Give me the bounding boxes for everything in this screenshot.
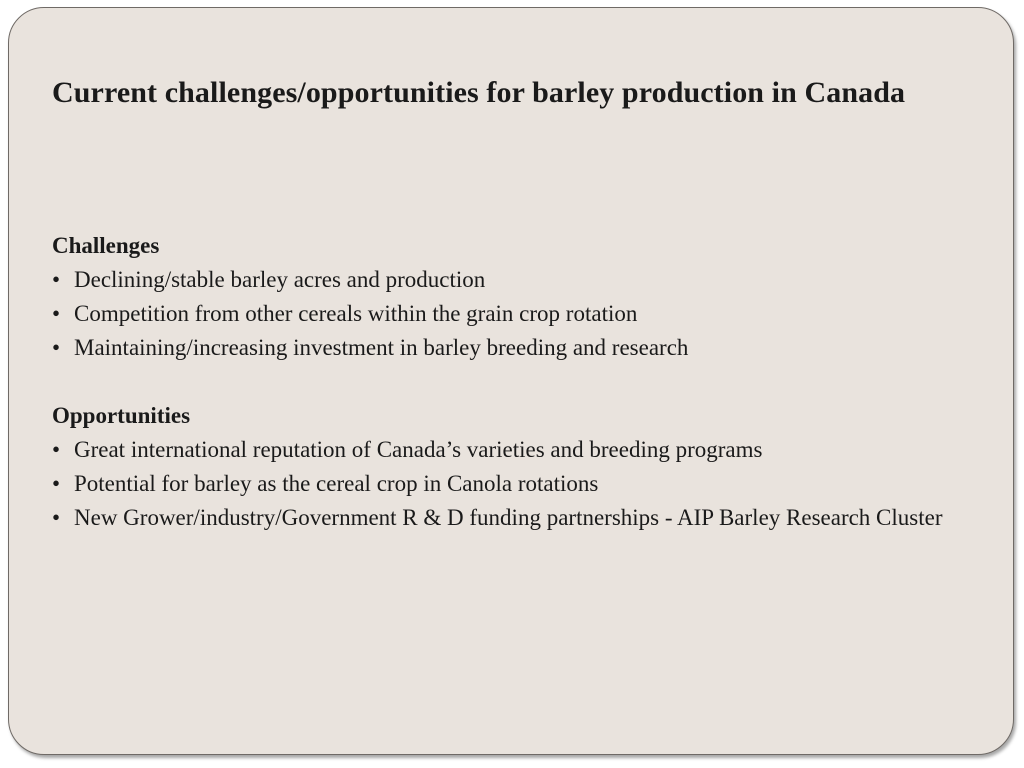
- bullet-icon: •: [52, 301, 61, 326]
- list-item: [52, 467, 952, 501]
- list-item-text: Great international reputation of Canada’s varieties and breeding programs: [74, 437, 763, 462]
- challenges-list: [52, 263, 952, 365]
- slide: [8, 7, 1014, 755]
- list-item: [52, 433, 952, 467]
- list-item-text: Declining/stable barley acres and production: [74, 267, 486, 292]
- opportunities-section: [52, 399, 952, 535]
- list-item: [52, 331, 952, 365]
- opportunities-list: [52, 433, 952, 535]
- list-item-text: Maintaining/increasing investment in barley breeding and research: [74, 335, 689, 360]
- list-item: [52, 263, 952, 297]
- bullet-icon: •: [52, 471, 61, 496]
- list-item-text: Competition from other cereals within the grain crop rotation: [74, 301, 638, 326]
- challenges-section: [52, 229, 952, 365]
- list-item: [52, 501, 952, 535]
- challenges-heading: Challenges: [52, 233, 160, 258]
- list-item-text: Potential for barley as the cereal crop in Canola rotations: [74, 471, 599, 496]
- bullet-icon: •: [52, 505, 61, 530]
- section-spacer: [52, 365, 952, 399]
- bullet-icon: •: [52, 335, 61, 360]
- list-item: [52, 297, 952, 331]
- list-item-text: New Grower/industry/Government R & D funding partnerships - AIP Barley Research Cluster: [74, 505, 943, 530]
- slide-content: [52, 229, 952, 535]
- bullet-icon: •: [52, 267, 61, 292]
- slide-title: Current challenges/opportunities for barley production in Canada: [52, 76, 906, 109]
- opportunities-heading: Opportunities: [52, 403, 191, 428]
- bullet-icon: •: [52, 437, 61, 462]
